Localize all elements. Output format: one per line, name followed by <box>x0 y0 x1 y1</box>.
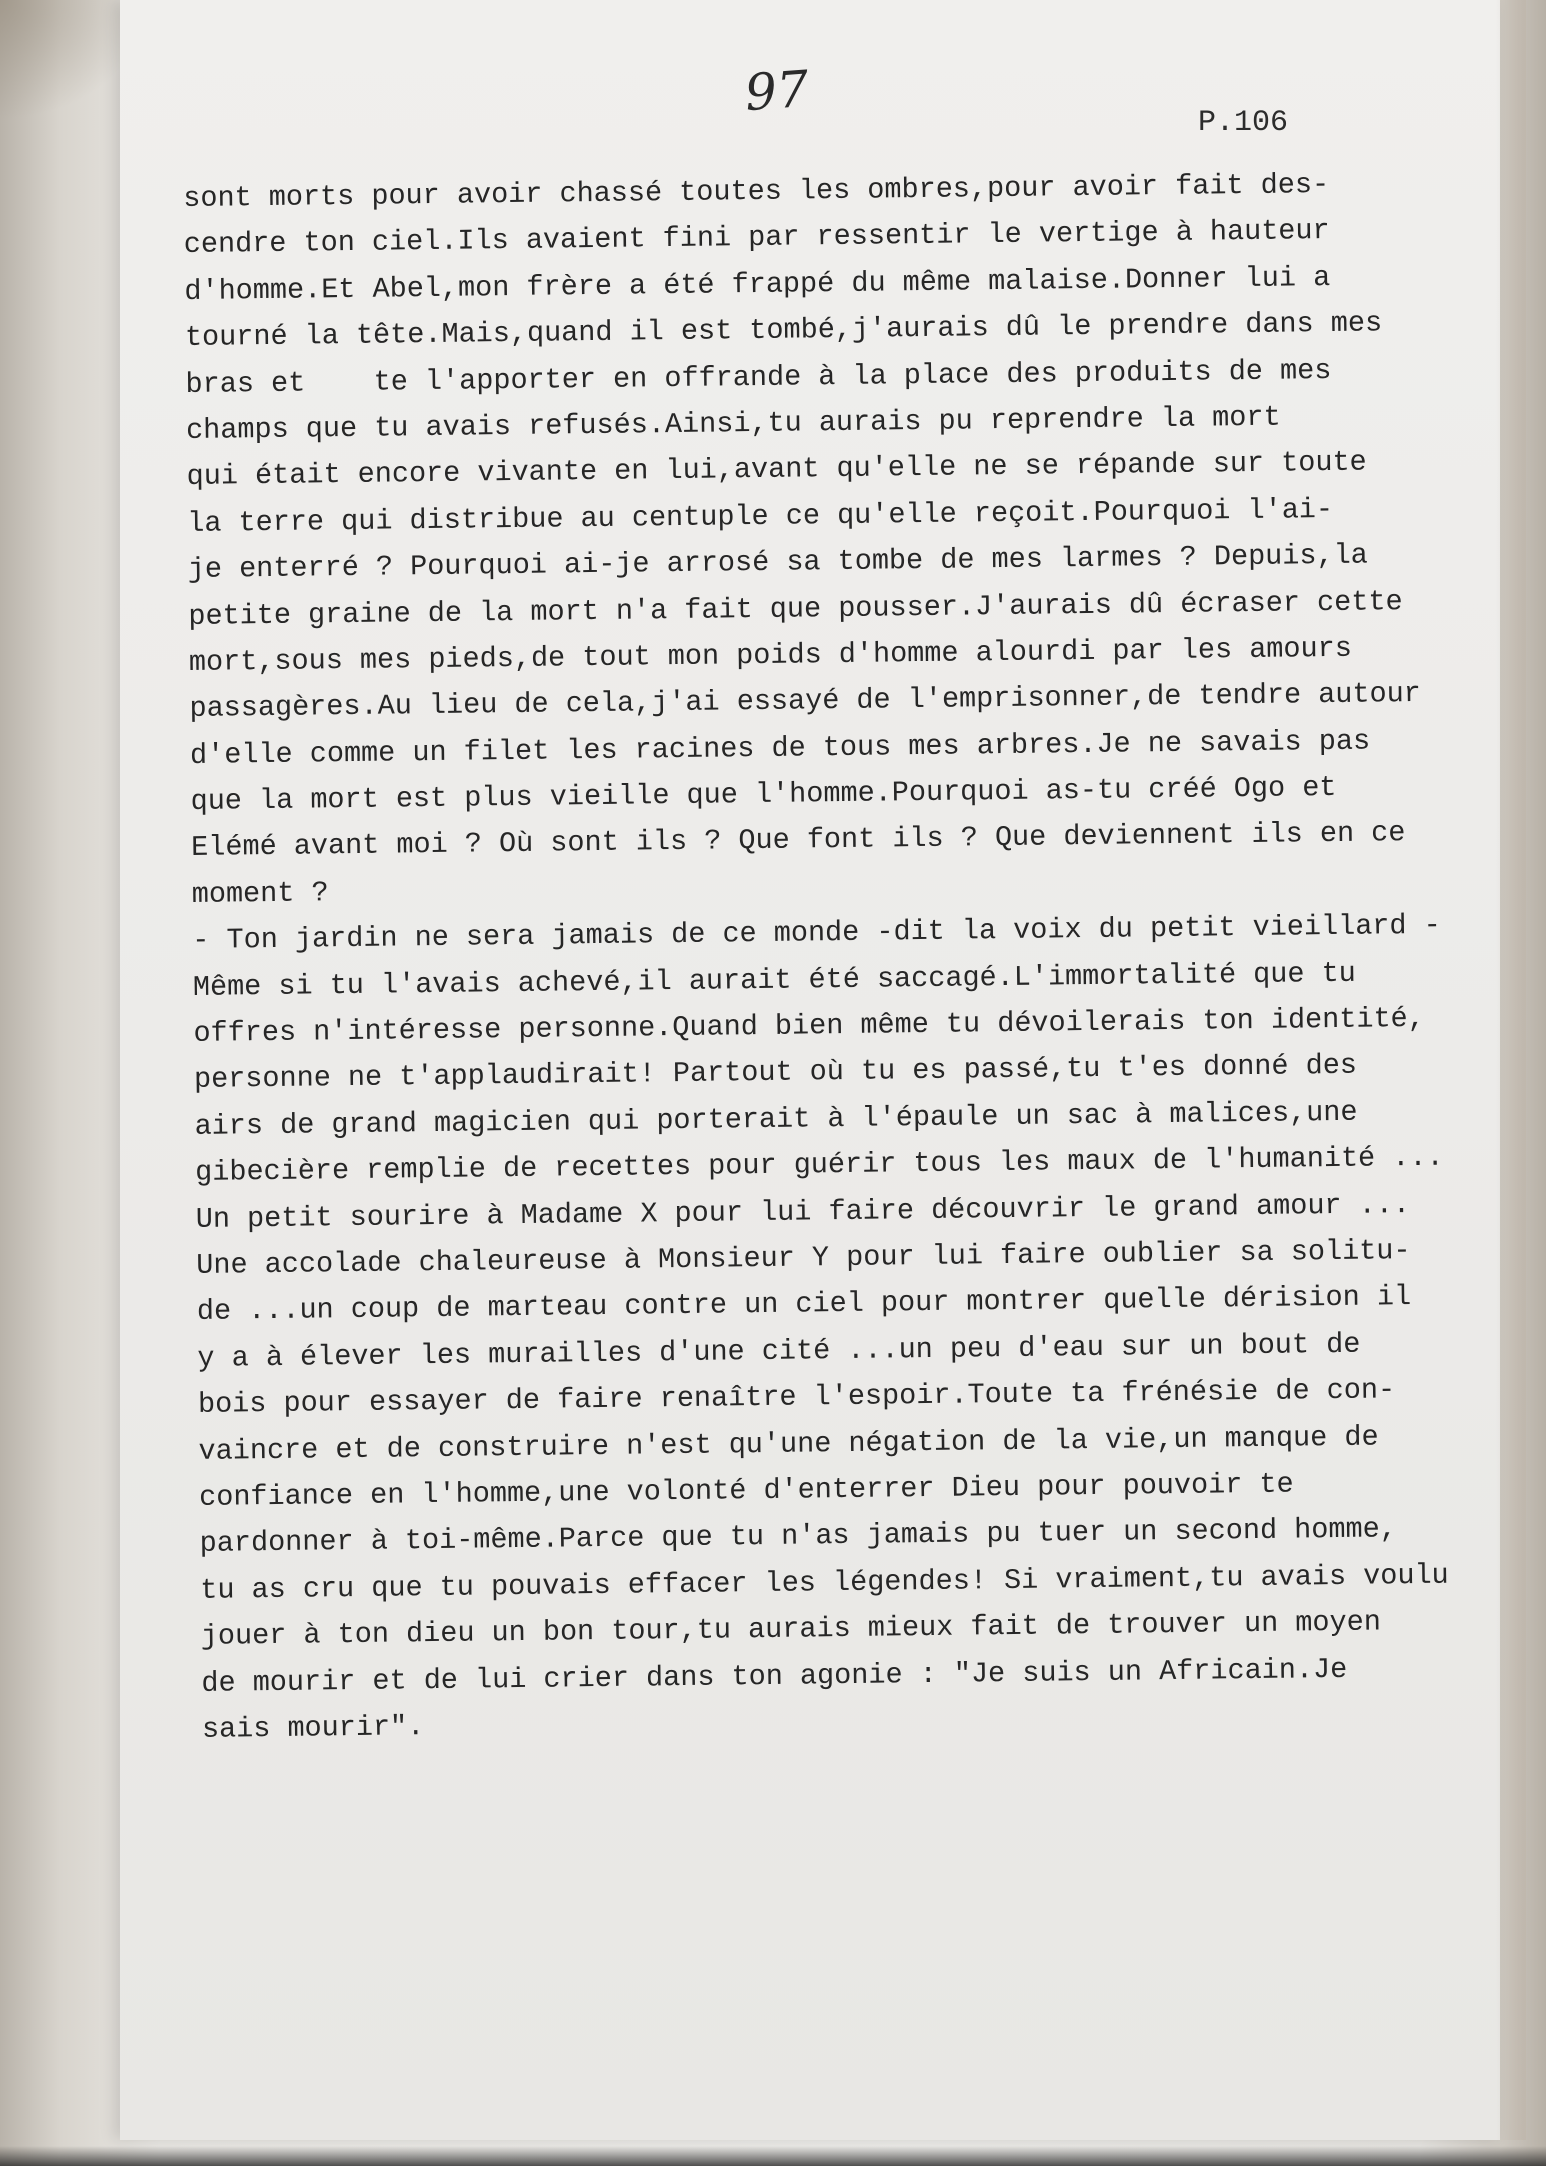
text-line: pardonner à toi-même.Parce que tu n'as jamais pu tuer un second homme, <box>199 1512 1398 1561</box>
text-line: la terre qui distribue au centuple ce qu'elle reçoit.Pourquoi l'ai- <box>187 492 1334 540</box>
text-line: vaincre et de construire n'est qu'une négation de la vie,un manque de <box>198 1420 1379 1468</box>
text-line: cendre ton ciel.Ils avaient fini par ressentir le vertige à hauteur <box>183 214 1330 262</box>
text-line: d'homme.Et Abel,mon frère a été frappé du même malaise.Donner lui a <box>184 260 1331 308</box>
text-line: mort,sous mes pieds,de tout mon poids d'homme alourdi par les amours <box>188 631 1353 679</box>
text-line: tourné la tête.Mais,quand il est tombé,j'aurais dû le prendre dans mes <box>184 306 1383 355</box>
text-line: jouer à ton dieu un bon tour,tu aurais mieux fait de trouver un moyen <box>200 1605 1382 1653</box>
text-line: sais mourir". <box>201 1710 425 1746</box>
handwritten-page-number: 97 <box>743 59 811 123</box>
text-line: Une accolade chaleureuse à Monsieur Y pour lui faire oublier sa solitu- <box>196 1234 1411 1282</box>
text-line: qui était encore vivante en lui,avant qu'elle ne se répande sur toute <box>186 445 1367 494</box>
text-line: confiance en l'homme,une volonté d'enterrer Dieu pour pouvoir te <box>198 1467 1294 1514</box>
text-line: bras et te l'apporter en offrande à la place des produits de mes <box>185 353 1332 401</box>
text-line: personne ne t'applaudirait! Partout où tu es passé,tu t'es donné des <box>193 1049 1358 1097</box>
text-line: Même si tu l'avais achevé,il aurait été saccagé.L'immortalité que tu <box>192 956 1357 1004</box>
text-line: passagères.Au lieu de cela,j'ai essayé de l'emprisonner,de tendre autour <box>189 677 1422 726</box>
text-line: y a à élever les murailles d'une cité ...un peu d'eau sur un bout de <box>197 1327 1361 1375</box>
text-line: bois pour essayer de faire renaître l'espoir.Toute ta frénésie de con- <box>197 1373 1396 1422</box>
text-line: - Ton jardin ne sera jamais de ce monde -dit la voix du petit vieillard - <box>192 908 1441 958</box>
text-line: d'elle comme un filet les racines de tous mes arbres.Je ne savais pas <box>189 724 1371 772</box>
text-line: champs que tu avais refusés.Ainsi,tu aurais pu reprendre la mort <box>185 400 1281 447</box>
text-line: gibecière remplie de recettes pour guérir tous les maux de l'humanité ... <box>194 1140 1444 1190</box>
text-line: de mourir et de lui crier dans ton agonie : "Je suis un Africain.Je <box>201 1652 1348 1700</box>
text-line: que la mort est plus vieille que l'homme.Pourquoi as-tu créé Ogo et <box>190 771 1337 819</box>
text-line: Elémé avant moi ? Où sont ils ? Que font ils ? Que deviennent ils en ce <box>191 816 1406 865</box>
text-line: tu as cru que tu pouvais effacer les légendes! Si vraiment,tu avais voulu <box>200 1558 1449 1607</box>
text-line: moment ? <box>191 876 329 911</box>
typewritten-text <box>183 161 1449 1753</box>
text-line: sont morts pour avoir chassé toutes les ombres,pour avoir fait des- <box>183 168 1330 215</box>
scan-bottom-shadow <box>0 2146 1546 2166</box>
text-line: petite graine de la mort n'a fait que pousser.J'aurais dû écraser cette <box>188 584 1403 633</box>
text-line: Un petit sourire à Madame X pour lui faire découvrir le grand amour ... <box>195 1187 1411 1236</box>
text-line: offres n'intéresse personne.Quand bien même tu dévoilerais ton identité, <box>193 1001 1425 1050</box>
text-line: je enterré ? Pourquoi ai-je arrosé sa tombe de mes larmes ? Depuis,la <box>187 538 1369 587</box>
text-line: airs de grand magicien qui porterait à l'épaule un sac à malices,une <box>194 1095 1358 1143</box>
text-line: de ...un coup de marteau contre un ciel pour montrer quelle dérision il <box>196 1280 1412 1329</box>
page-edge <box>1496 0 1526 2140</box>
page-reference: P.106 <box>1198 106 1289 140</box>
